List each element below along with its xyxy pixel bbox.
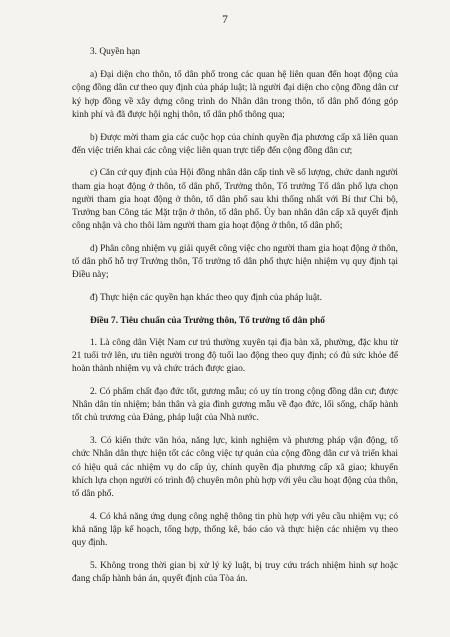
paragraph-dd: đ) Thực hiện các quyền hạn khác theo quy định của pháp luật. — [90, 293, 322, 304]
page-content — [72, 46, 398, 596]
article-heading: Điều 7. Tiêu chuẩn của Trưởng thôn, Tổ trưởng tổ dân phố — [90, 315, 325, 326]
paragraph-b: b) Được mời tham gia các cuộc họp của chính quyền địa phương cấp xã liên quan đến việc triển khai các công việc liên quan trực tiếp đến cộng đồng dân cư; — [72, 132, 398, 156]
clause-2: 2. Có phẩm chất đạo đức tốt, gương mẫu; có uy tín trong cộng đồng dân cư; được Nhân dân tín nhiệm; bản thân và gia đình gương mẫu về đạo đức, lối sống, chấp hành tốt chủ trương của Đảng, pháp luật của Nhà nước. — [72, 387, 398, 424]
paragraph-a: a) Đại diện cho thôn, tổ dân phố trong các quan hệ liên quan đến hoạt động của cộng đồng dân cư theo quy định của pháp luật; là người đại diện cho cộng đồng dân cư ký hợp đồng về xây dựng công trình do Nhân dân trong thôn, tổ dân phố đóng góp kinh phí và đã được hội nghị thôn, tổ dân phố thông qua; — [72, 70, 398, 120]
section-title: 3. Quyền hạn — [90, 47, 141, 57]
clause-3: 3. Có kiến thức văn hóa, năng lực, kinh nghiệm và phương pháp vận động, tổ chức Nhân dân thực hiện tốt các công việc tự quản của cộng đồng dân cư và triển khai có hiệu quả các nhiệm vụ do cấp ủy, chính quyền địa phương cấp xã giao; khuyến khích lựa chọn người có trình độ chuyên môn phù hợp với yêu cầu hoạt động của thôn, tổ dân phố. — [72, 436, 398, 499]
paragraph-c: c) Căn cứ quy định của Hội đồng nhân dân cấp tỉnh về số lượng, chức danh người tham gia hoạt động ở thôn, tổ dân phố, Trưởng thôn, Tổ trưởng Tổ dân phố lựa chọn người tham gia hoạt động ở thôn, tổ dân phố sau khi thống nhất với Bí thư Chi bộ, Trưởng ban Công tác Mặt trận ở thôn, tổ dân phố. Ủy ban nhân dân cấp xã quyết định công nhận và cho thôi làm người tham gia hoạt động ở thôn, tổ dân phố; — [72, 168, 398, 232]
paragraph-d: d) Phân công nhiệm vụ giải quyết công việc cho người tham gia hoạt động ở thôn, tổ dân phố hỗ trợ Trưởng thôn, Tổ trưởng tổ dân phố thực hiện nhiệm vụ quy định tại Điều này; — [72, 243, 398, 281]
clause-5: 5. Không trong thời gian bị xử lý kỷ luật, bị truy cứu trách nhiệm hình sự hoặc đang chấp hành bản án, quyết định của Tòa án. — [72, 560, 398, 584]
clause-4: 4. Có khả năng ứng dụng công nghệ thông tin phù hợp với yêu cầu nhiệm vụ; có khả năng lập kế hoạch, tổng hợp, thống kê, báo cáo và thực hiện các nhiệm vụ theo quy định. — [72, 511, 398, 549]
clause-1: 1. Là công dân Việt Nam cư trú thường xuyên tại địa bàn xã, phường, đặc khu từ 21 tuổi trở lên, ưu tiên người trong độ tuổi lao động theo quy định; có đủ sức khỏe để hoàn thành nhiệm vụ và chức trách được giao. — [72, 337, 398, 375]
page-number: 7 — [222, 14, 228, 26]
